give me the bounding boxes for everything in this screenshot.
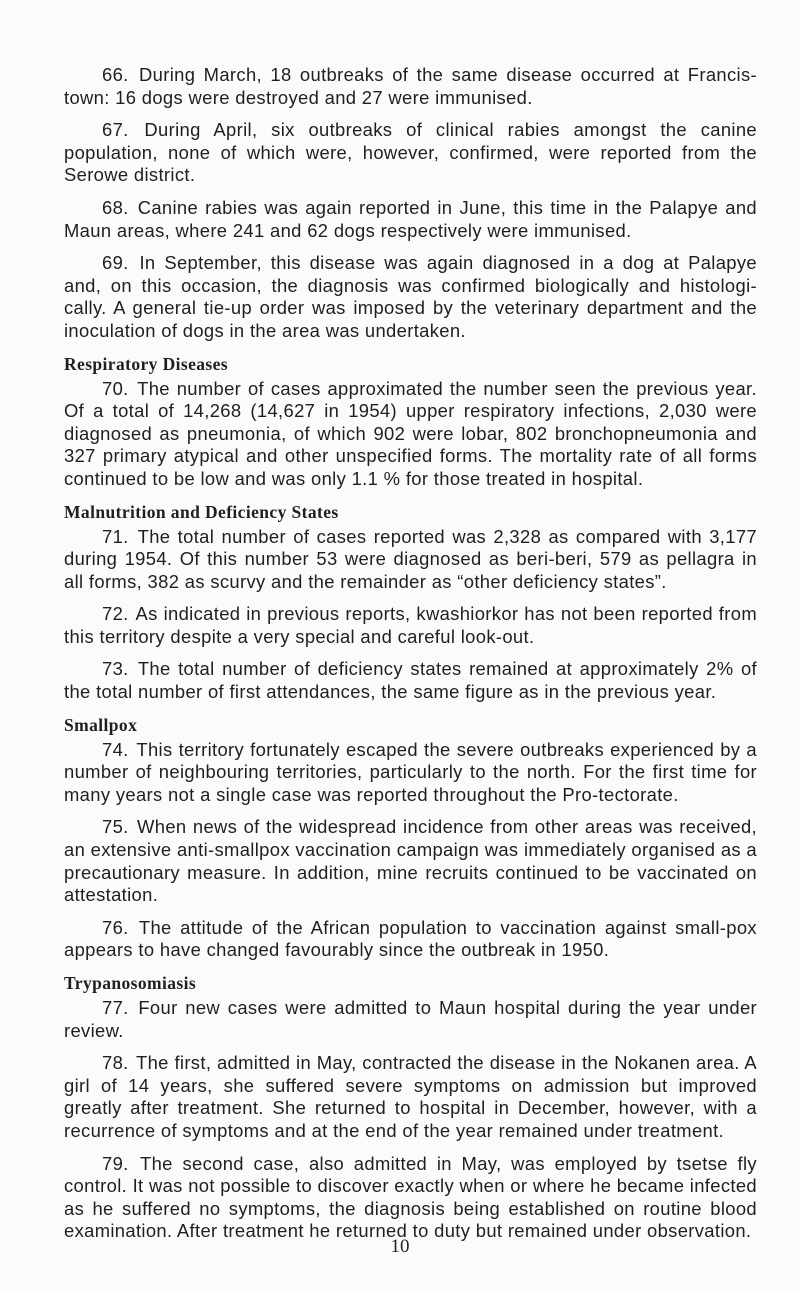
paragraph-67: 67. During April, six outbreaks of clinical rabies amongst the canine population, none of which were, however, confirmed, were reported from the Serowe district.	[64, 119, 757, 186]
paragraph-69: 69. In September, this disease was again diagnosed in a dog at Palapye and, on this occasion, the diagnosis was confirmed biologically and histologi-cally. A general tie-up order was imposed by the veterinary department and the inoculation of dogs in the area was undertaken.	[64, 252, 757, 341]
section-rabies	[64, 64, 757, 343]
paragraph-72: 72. As indicated in previous reports, kwashiorkor has not been reported from this territory despite a very special and careful look-out.	[64, 603, 757, 647]
paragraph-77: 77. Four new cases were admitted to Maun hospital during the year under review.	[64, 997, 757, 1041]
paragraph-71: 71. The total number of cases reported was 2,328 as compared with 3,177 during 1954. Of this number 53 were diagnosed as beri-beri, 579 as pellagra in all forms, 382 as scurvy and the remainder as “other deficiency states”.	[64, 525, 757, 592]
section-heading: Smallpox	[64, 714, 138, 735]
section-respiratory-diseases	[64, 353, 757, 491]
section-trypanosomiasis	[64, 972, 757, 1243]
paragraph-76: 76. The attitude of the African population to vaccination against small-pox appears to have changed favourably since the outbreak in 1950.	[64, 916, 757, 961]
paragraph-66: 66. During March, 18 outbreaks of the same disease occurred at Francis-town: 16 dogs were destroyed and 27 were immunised.	[64, 64, 757, 108]
paragraph-70: 70. The number of cases approximated the number seen the previous year. Of a total of 14,268 (14,627 in 1954) upper respiratory infections, 2,030 were diagnosed as pneumonia, of which 902 were lobar, 802 bronchopneumonia and 327 primary atypical and other unspecified forms. The mortality rate of all forms continued to be low and was only 1.1 % for those treated in hospital.	[64, 377, 757, 489]
section-heading: Trypanosomiasis	[64, 973, 197, 993]
section-heading: Malnutrition and Deficiency States	[64, 501, 339, 522]
paragraph-79: 79. The second case, also admitted in May, was employed by tsetse fly control. It was not possible to discover exactly when or where he became infected as he suffered no symptoms, the diagnosis being established on routine blood examination. After treatment he returned to duty but remained under observation.	[64, 1152, 757, 1242]
paragraph-78: 78. The first, admitted in May, contracted the disease in the Nokanen area. A girl of 14 years, she suffered severe symptoms on admission but improved greatly after treatment. She returned to hospital in December, however, with a recurrence of symptoms and at the end of the year remained under treatment.	[64, 1052, 757, 1141]
document-body	[64, 64, 757, 1253]
paragraph-73: 73. The total number of deficiency states remained at approximately 2% of the total number of first attendances, the same figure as in the previous year.	[64, 658, 757, 703]
section-smallpox	[64, 714, 757, 962]
section-malnutrition	[64, 501, 757, 704]
paragraph-74: 74. This territory fortunately escaped the severe outbreaks experienced by a number of neighbouring territories, particularly to the north. For the first time for many years not a single case was reported throughout the Pro-tectorate.	[64, 738, 757, 805]
paragraph-75: 75. When news of the widespread incidence from other areas was received, an extensive anti-smallpox vaccination campaign was immediately organised as a precautionary measure. In addition, mine recruits continued to be vaccinated on attestation.	[64, 816, 757, 906]
section-heading: Respiratory Diseases	[64, 353, 229, 374]
paragraph-68: 68. Canine rabies was again reported in June, this time in the Palapye and Maun areas, where 241 and 62 dogs respectively were immunised.	[64, 196, 757, 241]
page-number: 10	[390, 1236, 410, 1257]
